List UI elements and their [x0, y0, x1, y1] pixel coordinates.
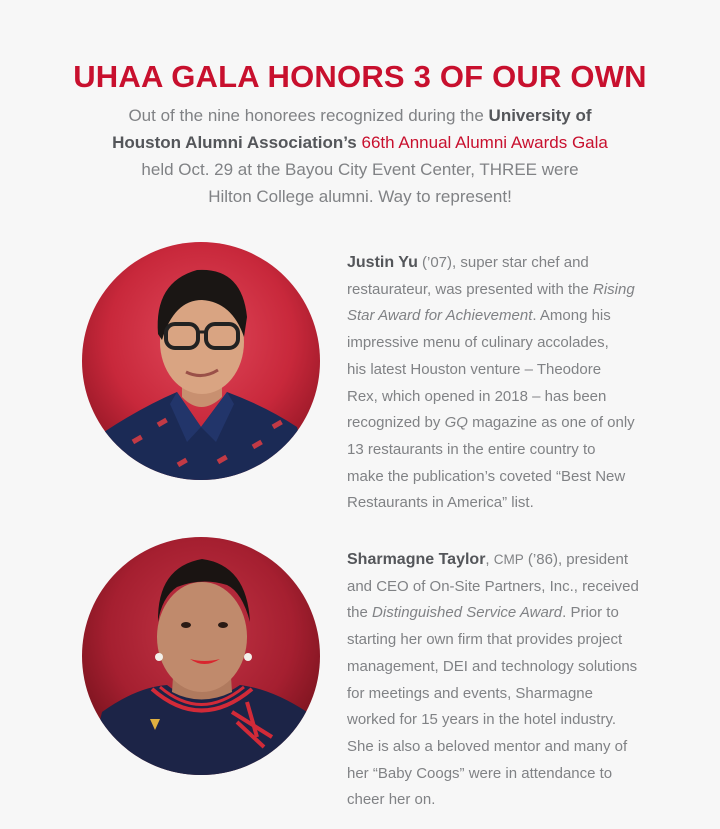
text-segment: impressive menu of culinary accolades,: [347, 334, 609, 352]
text-line: [347, 330, 667, 357]
portrait-justin-yu: [82, 242, 320, 480]
text-segment: recognized by: [347, 414, 445, 432]
text-segment: Out of the nine honorees recognized during the: [128, 106, 489, 125]
text-segment: cheer her on.: [347, 791, 436, 809]
text-line: [347, 681, 667, 708]
text-segment: Rex, which opened in 2018 – has been: [347, 387, 607, 405]
text-line: [0, 156, 720, 183]
honoree-photo: [82, 242, 320, 480]
text-segment: . Among his: [532, 307, 611, 325]
bold-text: University of: [488, 106, 592, 125]
text-segment: restaurateur, was presented with the: [347, 280, 593, 298]
text-line: [0, 102, 720, 129]
text-segment: (’07), super star chef and: [417, 254, 589, 271]
text-segment: She is also a beloved mentor and many of: [347, 737, 628, 755]
text-line: [347, 627, 667, 654]
text-line: [347, 600, 667, 627]
italic-text: Distinguished Service Award: [372, 604, 563, 622]
bold-text: Sharmagne Taylor: [347, 551, 486, 568]
portrait-sharmagne-taylor: [82, 537, 320, 775]
italic-text: Rising: [592, 280, 635, 298]
text-line: [347, 490, 667, 517]
text-line: [347, 464, 667, 491]
text-line: [347, 574, 667, 601]
text-segment: make the publication’s coveted “Best New: [347, 467, 626, 485]
text-line: [347, 410, 667, 437]
text-segment: CMP: [493, 552, 524, 567]
text-segment: the: [347, 604, 373, 622]
text-segment: Hilton College alumni. Way to represent!: [208, 187, 512, 206]
italic-text: GQ: [444, 414, 468, 432]
highlight-text: 66th Annual Alumni Awards Gala: [361, 133, 608, 152]
text-segment: Restaurants in America” list.: [347, 494, 534, 512]
text-segment: his latest Houston venture – Theodore: [347, 360, 602, 378]
text-line: [0, 129, 720, 156]
text-line: [347, 787, 667, 814]
text-segment: magazine as one of only: [467, 414, 635, 432]
text-segment: for meetings and events, Sharmagne: [347, 684, 593, 702]
bold-text: Justin Yu: [347, 254, 418, 271]
text-line: [347, 734, 667, 761]
text-segment: . Prior to: [562, 604, 619, 622]
text-segment: (’86), president: [523, 551, 628, 568]
bold-text: Houston Alumni Association’s: [112, 133, 362, 152]
text-segment: worked for 15 years in the hotel industry.: [347, 711, 617, 729]
text-segment: management, DEI and technology solutions: [347, 657, 638, 675]
text-segment: 13 restaurants in the entire country to: [347, 440, 596, 458]
page-title: UHAA GALA HONORS 3 OF OUR OWN: [73, 59, 647, 94]
text-segment: held Oct. 29 at the Bayou City Event Center, THREE were: [141, 160, 579, 179]
honoree-bio: [347, 547, 667, 814]
text-line: [347, 547, 667, 574]
text-line: [347, 277, 667, 304]
text-line: [347, 357, 667, 384]
honoree-photo: [82, 537, 320, 775]
text-line: [347, 437, 667, 464]
text-line: [347, 654, 667, 681]
intro-paragraph: [0, 102, 720, 210]
text-line: [347, 761, 667, 788]
text-segment: starting her own firm that provides project: [347, 631, 623, 649]
text-segment: ,: [485, 551, 494, 568]
italic-text: Star Award for Achievement: [347, 307, 533, 325]
text-line: [347, 384, 667, 411]
text-line: [347, 707, 667, 734]
honoree-bio: [347, 250, 667, 517]
text-line: [347, 303, 667, 330]
text-line: [0, 183, 720, 210]
text-segment: and CEO of On-Site Partners, Inc., received: [347, 577, 639, 595]
text-segment: her “Baby Coogs” were in attendance to: [347, 764, 613, 782]
text-line: [347, 250, 667, 277]
